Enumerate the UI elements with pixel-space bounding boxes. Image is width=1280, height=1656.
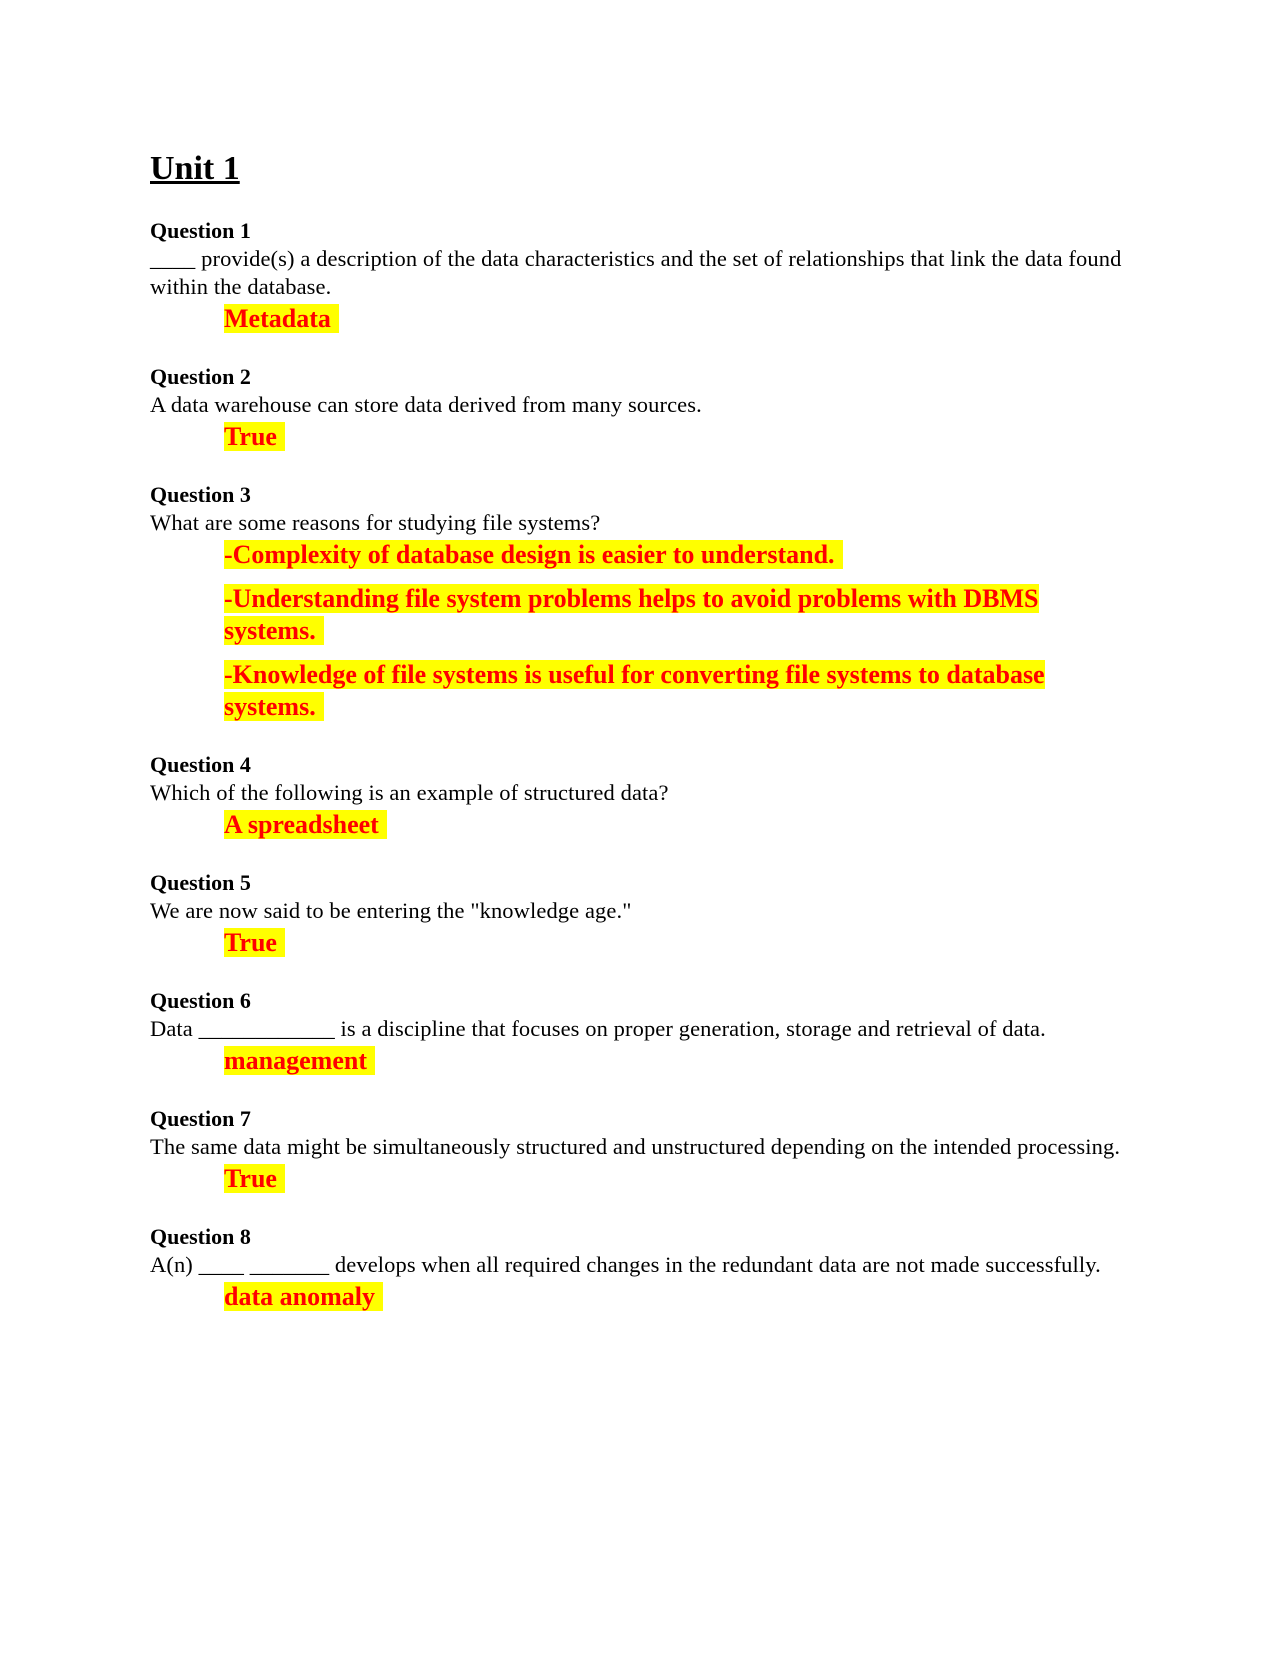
answer-list [224, 1281, 1130, 1313]
question-text: A data warehouse can store data derived from many sources. [150, 392, 702, 418]
answer-item [224, 659, 1130, 723]
answer-list [224, 927, 1130, 959]
answer-item [224, 1045, 1130, 1077]
answer-list [224, 1045, 1130, 1077]
answer-item [224, 1163, 1130, 1195]
answer-list [224, 303, 1130, 335]
answer-item [224, 1281, 1130, 1313]
question-label: Question 2 [150, 364, 251, 390]
question-text: A(n) ____ _______ develops when all required changes in the redundant data are not made successfully. [150, 1252, 1101, 1278]
question-label: Question 7 [150, 1106, 251, 1132]
answer-highlight: -Knowledge of file systems is useful for converting file systems to database systems. [224, 660, 1045, 722]
question-text: What are some reasons for studying file systems? [150, 510, 601, 536]
answer-highlight: Metadata [224, 304, 339, 333]
answer-item [224, 809, 1130, 841]
answer-list [224, 1163, 1130, 1195]
answer-highlight: management [224, 1046, 375, 1075]
answer-list [224, 539, 1130, 723]
question-text: Which of the following is an example of structured data? [150, 780, 669, 806]
question-label: Question 5 [150, 870, 251, 896]
answer-highlight: data anomaly [224, 1282, 383, 1311]
question-label: Question 4 [150, 752, 251, 778]
question-text: Data ____________ is a discipline that focuses on proper generation, storage and retrieval of data. [150, 1016, 1046, 1042]
answer-highlight: -Complexity of database design is easier to understand. [224, 540, 843, 569]
question-block [150, 363, 1130, 453]
question-label: Question 6 [150, 988, 251, 1014]
question-text: The same data might be simultaneously structured and unstructured depending on the intended processing. [150, 1134, 1121, 1160]
answer-item [224, 421, 1130, 453]
unit-title: Unit 1 [150, 150, 240, 187]
answer-highlight: True [224, 928, 285, 957]
question-block [150, 869, 1130, 959]
question-text: We are now said to be entering the "knowledge age." [150, 898, 632, 924]
question-label: Question 8 [150, 1224, 251, 1250]
question-block [150, 217, 1130, 335]
answer-list [224, 809, 1130, 841]
question-block [150, 1105, 1130, 1195]
question-block [150, 481, 1130, 723]
question-block [150, 751, 1130, 841]
question-label: Question 1 [150, 218, 251, 244]
answer-list [224, 421, 1130, 453]
answer-highlight: -Understanding file system problems helps to avoid problems with DBMS systems. [224, 584, 1039, 646]
answer-item [224, 539, 1130, 571]
answer-item [224, 583, 1130, 647]
question-block [150, 987, 1130, 1077]
document-page [150, 150, 1130, 1341]
answer-item [224, 303, 1130, 335]
question-block [150, 1223, 1130, 1313]
answer-highlight: True [224, 422, 285, 451]
answer-highlight: True [224, 1164, 285, 1193]
answer-highlight: A spreadsheet [224, 810, 387, 839]
answer-item [224, 927, 1130, 959]
question-text: ____ provide(s) a description of the data characteristics and the set of relationships that link the data found within the database. [150, 246, 1122, 300]
question-label: Question 3 [150, 482, 251, 508]
